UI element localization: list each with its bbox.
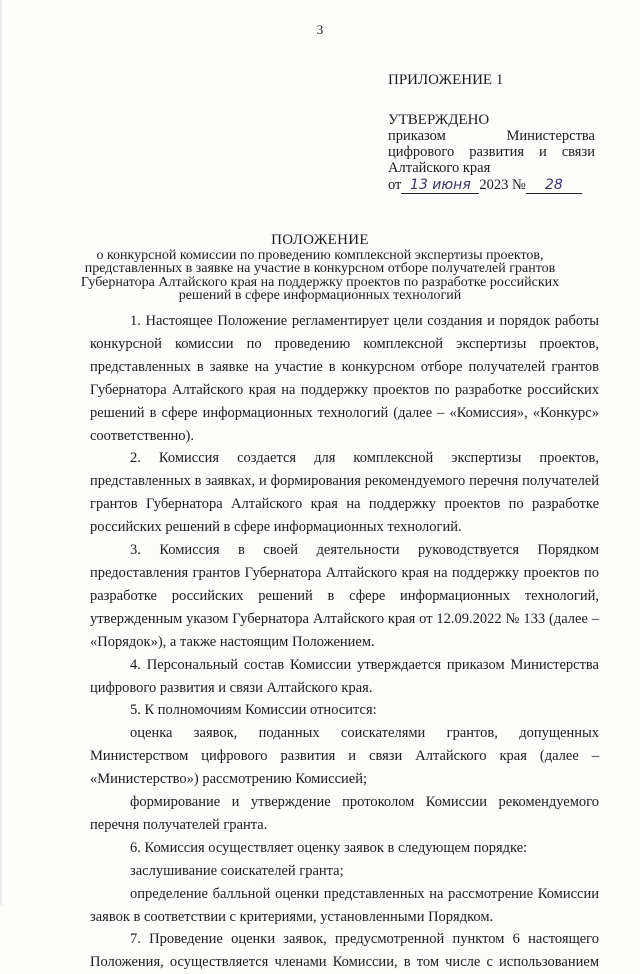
scan-edge <box>0 0 3 905</box>
approval-word: связи <box>561 144 595 160</box>
paragraph: 4. Персональный состав Комиссии утверждается приказом Министерства цифрового развития и связи Алтайского края. <box>90 656 599 696</box>
document-title: ПОЛОЖЕНИЕ <box>271 232 369 248</box>
page-number: 3 <box>316 22 324 37</box>
approval-block <box>388 112 598 194</box>
paragraph: оценка заявок, поданных соискателями грантов, допущенных Министерством цифрового развития и связи Алтайского края (далее – «Министерство») рассмотрению Комиссией; <box>90 725 599 788</box>
year-label: 2023 № <box>479 177 526 193</box>
document-body <box>90 310 599 974</box>
handwritten-number: 28 <box>526 178 582 194</box>
approval-word: и <box>538 144 547 160</box>
paragraph: 3. Комиссия в своей деятельности руководствуется Порядком предоставления грантов Губернатора Алтайского края на поддержку проектов по разработке российских решений в сфере информационных технологий, утвержденным указом Губернатора Алтайского края от 12.09.2022 № 133 (далее – «Порядок»), а также настоящим Положением. <box>90 542 599 650</box>
approved-title: УТВЕРЖДЕНО <box>388 112 490 128</box>
handwritten-date: 13 июня <box>401 178 479 194</box>
paragraph: 1. Настоящее Положение регламентирует цели создания и порядок работы конкурсной комиссии по проведению комплексной экспертизы проектов, представленных в заявке на участие в конкурсном отборе получателей грантов Губернатора Алтайского края на поддержку проектов по разработке российских решений в сфере информационных технологий (далее – «Комиссия», «Конкурс» соответственно). <box>90 313 599 444</box>
paragraph: заслушивание соискателей гранта; <box>130 862 344 879</box>
appendix-label: ПРИЛОЖЕНИЕ 1 <box>388 72 504 88</box>
order-line <box>388 177 598 194</box>
paragraph: определение балльной оценки представленных на рассмотрение Комиссии заявок в соответствии с критериями, установленными Порядком. <box>90 885 599 925</box>
approval-line-3: Алтайского края <box>388 160 491 176</box>
paragraph: формирование и утверждение протоколом Комиссии рекомендуемого перечня получателей гранта. <box>90 794 599 833</box>
paragraph: 2. Комиссия создается для комплексной экспертизы проектов, представленных в заявках, и формирования рекомендуемого перечня получателей грантов Губернатора Алтайского края на поддержку проектов по разработке российских решений в сфере информационных технологий. <box>90 450 599 536</box>
document-subtitle: о конкурсной комиссии по проведению комплексной экспертизы проектов, представленных в заявке на участие в конкурсном отборе получателей грантов Губернатора Алтайского края на поддержку проектов по разработке российских решений в сфере информационных технологий <box>80 248 560 304</box>
approval-line-1 <box>388 128 595 144</box>
paragraph: 7. Проведение оценки заявок, предусмотренной пунктом 6 настоящего Положения, осуществляется членами Комиссии, в том числе с использованием <box>90 931 599 971</box>
from-label: от <box>388 177 402 193</box>
approval-line-2 <box>388 144 595 160</box>
paragraph: 5. К полномочиям Комиссии относится: <box>130 702 377 719</box>
approval-word: Министерства <box>506 128 595 144</box>
approval-word: приказом <box>388 128 446 144</box>
approval-word: цифрового <box>388 144 455 160</box>
paragraph: 6. Комиссия осуществляет оценку заявок в следующем порядке: <box>130 839 528 856</box>
approval-word: развития <box>469 144 525 160</box>
